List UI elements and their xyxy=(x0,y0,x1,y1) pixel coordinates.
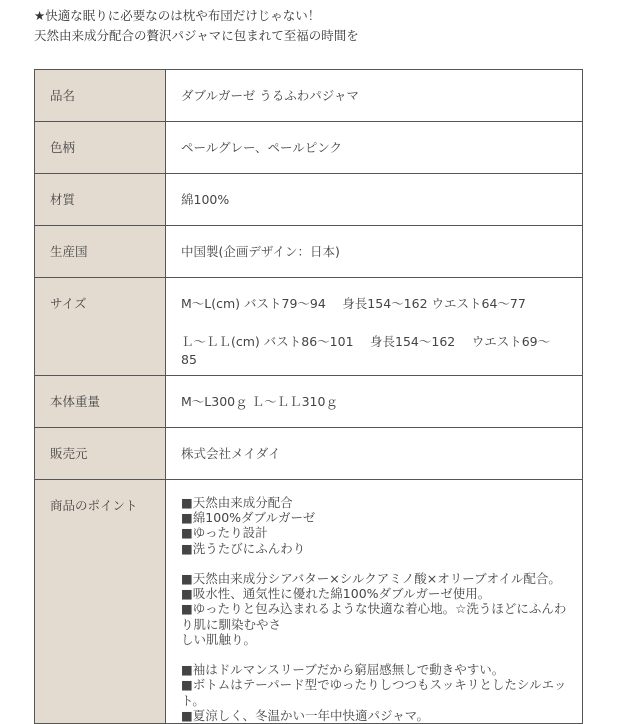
point-item: ■天然由来成分配合 xyxy=(181,495,293,510)
size-line: 85 xyxy=(181,352,197,367)
product-spec-table xyxy=(34,69,583,724)
size-line: Ｌ～ＬＬ(cm) バスト86～101 身長154～162 ウエスト69～ xyxy=(181,334,551,349)
spacer xyxy=(181,556,570,571)
size-line: M～L(cm) バスト79～94 身長154～162 ウエスト64～77 xyxy=(181,296,526,311)
point-item: ■吸水性、通気性に優れた綿100%ダブルガーゼ使用。 xyxy=(181,586,491,602)
spec-value: 綿100% xyxy=(166,174,583,226)
spec-label: 商品のポイント xyxy=(35,480,166,724)
point-item: ■洗うたびにふんわり xyxy=(181,540,306,556)
spec-label: 材質 xyxy=(35,174,166,226)
spec-label: 品名 xyxy=(35,70,166,122)
spec-row-color xyxy=(35,122,583,174)
spec-value xyxy=(166,278,583,376)
point-item: ■ボトムはテーパード型でゆったりしつつもスッキリとしたシルエット。 xyxy=(181,677,567,708)
spec-value: ペールグレー、ペールピンク xyxy=(166,122,583,174)
spec-label: 販売元 xyxy=(35,428,166,480)
spec-row-size xyxy=(35,278,583,376)
points-list xyxy=(166,480,583,724)
point-item: ■袖はドルマンスリーブだから窮屈感無しで動きやすい。 xyxy=(181,662,505,678)
point-item: ■ゆったりと包み込まれるような快適な着心地。☆洗うほどにふんわり肌に馴染むやさ xyxy=(181,601,567,632)
spec-row-weight xyxy=(35,376,583,428)
spec-value: 株式会社メイダイ xyxy=(166,428,583,480)
intro-line-2: 天然由来成分配合の贅沢パジャマに包まれて至福の時間を xyxy=(34,28,359,43)
spec-label: 本体重量 xyxy=(35,376,166,428)
spec-row-material xyxy=(35,174,583,226)
spec-row-product-name xyxy=(35,70,583,122)
spec-row-seller xyxy=(35,428,583,480)
spec-label: サイズ xyxy=(35,278,166,376)
point-item: ■天然由来成分シアバター×シルクアミノ酸×オリーブオイル配合。 xyxy=(181,571,561,586)
point-item: ■夏涼しく、冬温かい一年中快適パジャマ。 xyxy=(181,707,430,723)
spacer xyxy=(181,647,570,662)
intro-text xyxy=(34,6,359,46)
point-item: ■綿100%ダブルガーゼ xyxy=(181,510,316,526)
spec-value: M～L300ｇ Ｌ～ＬＬ310ｇ xyxy=(166,376,583,428)
spec-label: 生産国 xyxy=(35,226,166,278)
spacer xyxy=(181,313,568,333)
point-item: しい肌触り。 xyxy=(181,631,257,647)
spec-value: 中国製(企画デザイン：日本) xyxy=(166,226,583,278)
spec-label: 色柄 xyxy=(35,122,166,174)
spec-row-points xyxy=(35,480,583,724)
intro-line-1: ★快適な眠りに必要なのは枕や布団だけじゃない！ xyxy=(34,8,321,23)
point-item: ■ゆったり設計 xyxy=(181,525,268,541)
spec-row-origin xyxy=(35,226,583,278)
spec-value: ダブルガーゼ うるふわパジャマ xyxy=(166,70,583,122)
